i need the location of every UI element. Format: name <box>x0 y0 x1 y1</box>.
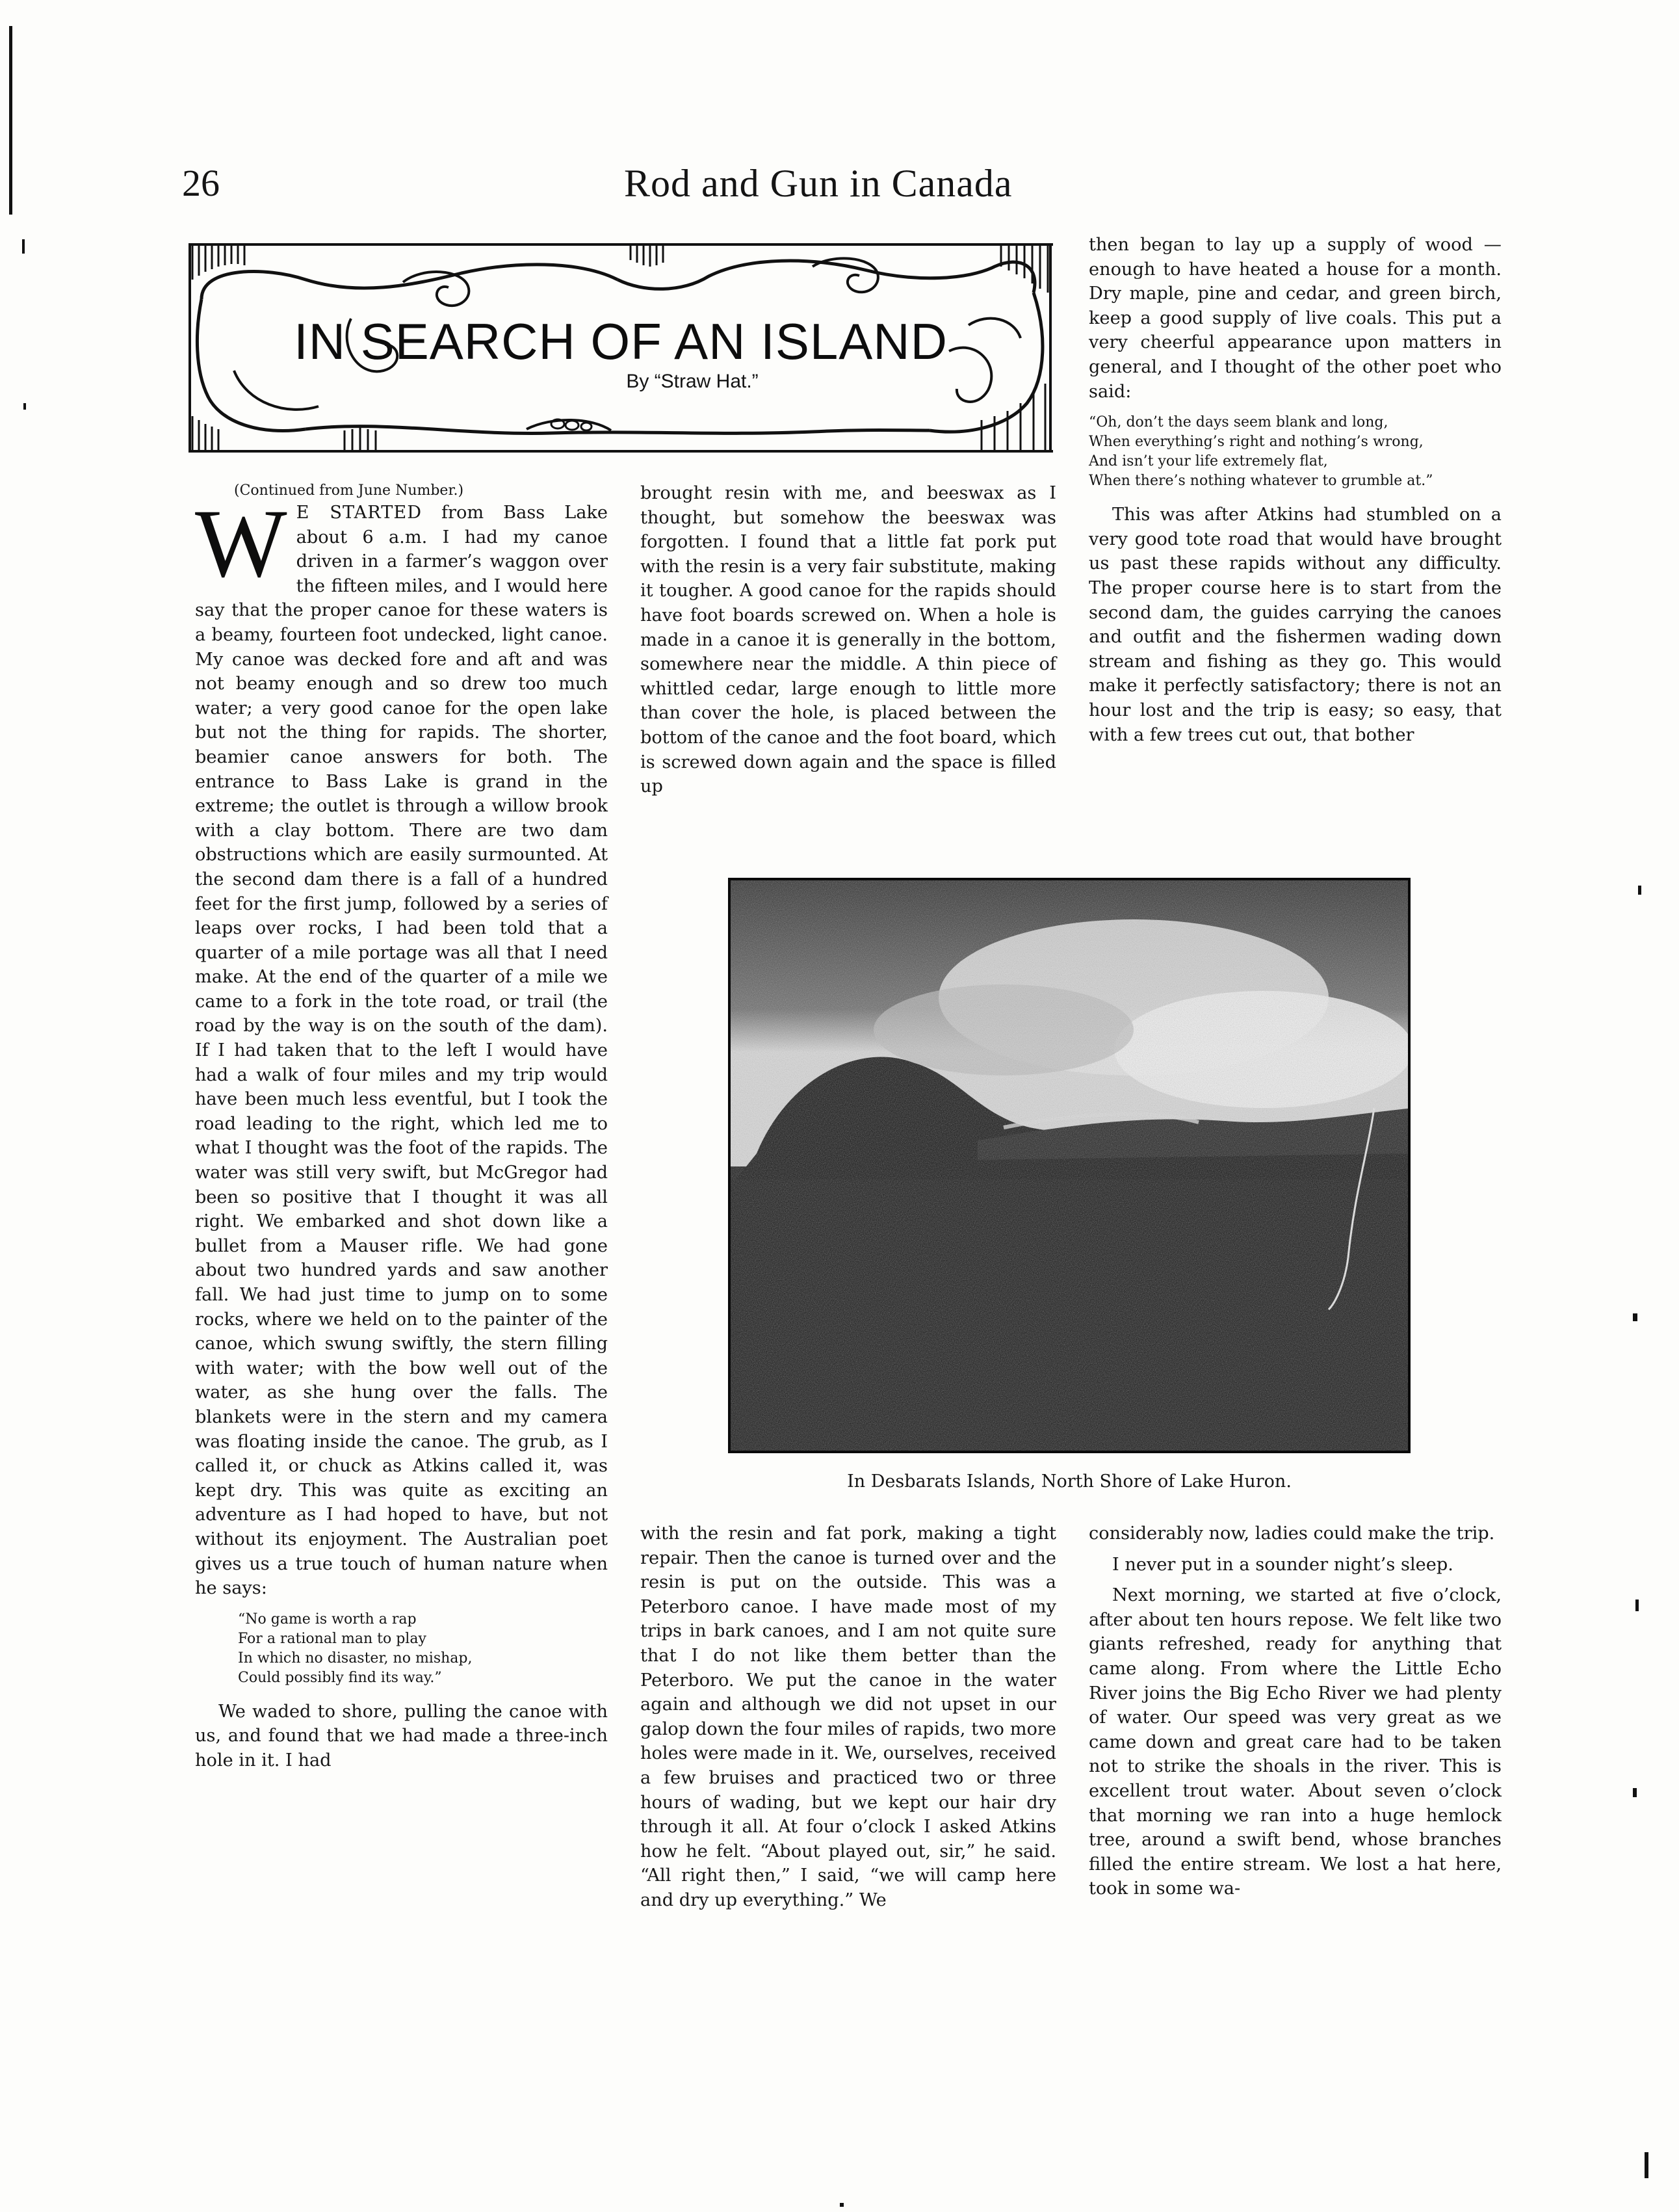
opening-paragraph-text: from Bass Lake about 6 a.m. I had my canoe driven in a farmer’s waggon over the fifteen miles, and I would here say that the proper canoe for these waters is a beamy, fourteen foot undecked, light canoe. My canoe was decked fore and aft and was not beamy enough and so drew too much water; a very good canoe for the open lake but not the thing for rapids. The shorter, beamier canoe answers for both. The entrance to Bass Lake is grand in the extreme; the outlet is through a willow brook with a clay bottom. There are two dam obstructions which are easily surmounted. At the second dam there is a fall of a hundred feet for the first jump, followed by a series of leaps over rocks, I had been told that a quarter of a mile portage was all that I need make. At the end of the quarter of a mile we came to a fork in the tote road, or trail (the road by the way is on the south of the dam). If I had taken that to the left I would have had a walk of four miles and my trip would have been much less eventful, but I took the road leading to the right, which led me to what I thought was the foot of the rapids. The water was still very swift, but McGregor had been so positive that I thought it was all right. We embarked and shot down like a bullet from a Mauser rifle. We had gone about two hundred yards and saw another fall. We had just time to jump on to some rocks, where we held on to the painter of the canoe, which swung swiftly, the stern filling with water; with the bow well out of the water, as she hung over the falls. The blankets were in the stern and my camera was floating inside the canoe. The grub, as I called it, or chuck as Atkins called it, was kept dry. This was quite as exciting an adventure as I had hoped to have, but not without its enjoyment. The Australian poet gives us a true touch of human nature when he says: <box>195 503 608 1599</box>
margin-speck <box>1645 2152 1648 2178</box>
column-2-bottom <box>640 1521 1056 1913</box>
article-title: IN SEARCH OF AN ISLAND <box>294 313 948 370</box>
paragraph: brought resin with me, and beeswax as I thought, but somehow the beeswax was forgotten. I found that a little fat pork put with the resin is a very fair substitute, making it tougher. A good canoe for the rapids should have foot boards screwed on. When a hole is made in a canoe it is generally in the bottom, somewhere near the middle. A thin piece of whittled cedar, large enough to little more than cover the hole, is placed between the bottom of the canoe and the foot board, which is screwed down again and the space is filled up <box>640 483 1056 797</box>
column-1 <box>195 481 608 1773</box>
poem-line: When there’s nothing whatever to grumble at.” <box>1089 473 1433 490</box>
poem-line: And isn’t your life extremely flat, <box>1089 453 1328 470</box>
paragraph: We waded to shore, pulling the canoe with us, and found that we had made a three-inch hole in it. I had <box>195 1701 608 1771</box>
poem-line: In which no disaster, no mishap, <box>238 1650 473 1666</box>
paragraph: considerably now, ladies could make the trip. <box>1089 1523 1495 1544</box>
continued-note: (Continued from June Number.) <box>234 482 464 499</box>
byline: By “Straw Hat.” <box>626 371 759 392</box>
column-3-bottom <box>1089 1521 1502 1901</box>
figure-caption: In Desbarats Islands, North Shore of Lake Huron. <box>847 1471 1292 1492</box>
running-head: Rod and Gun in Canada <box>624 162 1013 205</box>
title-ornament-box <box>189 241 1053 455</box>
poem-line: For a rational man to play <box>238 1630 426 1647</box>
paragraph: with the resin and fat pork, making a tight repair. Then the canoe is turned over and the resin is put on the outside. This was a Peterboro canoe. I have made most of my trips in bark canoes, and I am not quite sure that I do not like them better than the Peterboro. We put the canoe in the water again and although we did not upset in our galop down the four miles of rapids, two more holes were made in it. We, ourselves, received a few bruises and practiced two or three hours of wading, but we kept our hair dry through it all. At four o’clock I asked Atkins how he felt. “About played out, sir,” he said. “All right then,” I said, “we will camp here and dry up everything.” We <box>640 1523 1056 1910</box>
poem-line: “Oh, don’t the days seem blank and long, <box>1089 414 1388 431</box>
margin-speck <box>1633 1788 1637 1797</box>
binding-dot-mark <box>23 403 26 410</box>
paragraph: Next morning, we started at five o’clock, after about ten hours repose. We felt like two giants refreshed, ready for anything that came along. From where the Little Echo River joins the Big Echo River we had plenty of water. Our speed was very great as we came down and great care had to be taken not to strike the shoals in the river. This is excellent trout water. About seven o’clock that morning we ran into a huge hemlock tree, around a swift bend, whose branches filled the entire stream. We lost a hat here, took in some wa- <box>1089 1585 1502 1899</box>
island-landscape-image <box>731 880 1411 1453</box>
margin-speck <box>1633 1313 1637 1321</box>
paragraph: I never put in a sounder night’s sleep. <box>1112 1554 1453 1575</box>
paragraph: This was after Atkins had stumbled on a very good tote road that would have brought us past these rapids without any difficulty. The proper course here is to start from the second dam, the guides carrying the canoes and outfit and the fishermen wading down stream and fishing as they go. This would make it perfectly satisfactory; there is not an hour lost and the trip is easy; so easy, that with a few trees cut out, that bother <box>1089 505 1502 745</box>
poem-quote-1 <box>195 1610 608 1688</box>
column-3-top <box>1089 233 1502 747</box>
margin-speck <box>840 2203 844 2207</box>
page-number: 26 <box>182 162 220 204</box>
binding-rule-mark <box>9 26 12 215</box>
opening-lead-words: E STARTED <box>296 503 423 523</box>
column-2-top <box>640 481 1056 799</box>
drop-cap: W <box>195 490 287 598</box>
margin-speck <box>1635 1600 1639 1611</box>
margin-speck <box>1638 886 1641 895</box>
poem-line: Could possibly find its way.” <box>238 1669 442 1686</box>
poem-quote-2 <box>1089 413 1502 491</box>
poem-line: “No game is worth a rap <box>238 1611 417 1627</box>
paragraph: then began to lay up a supply of wood —enough to have heated a house for a month. Dry maple, pine and cedar, and green birch, keep a good supply of live coals. This put a very cheerful appearance upon matters in general, and I thought of the other poet who said: <box>1089 235 1502 402</box>
binding-tick-mark <box>22 239 25 254</box>
photograph <box>728 878 1411 1453</box>
poem-line: When everything’s right and nothing’s wrong, <box>1089 434 1424 451</box>
